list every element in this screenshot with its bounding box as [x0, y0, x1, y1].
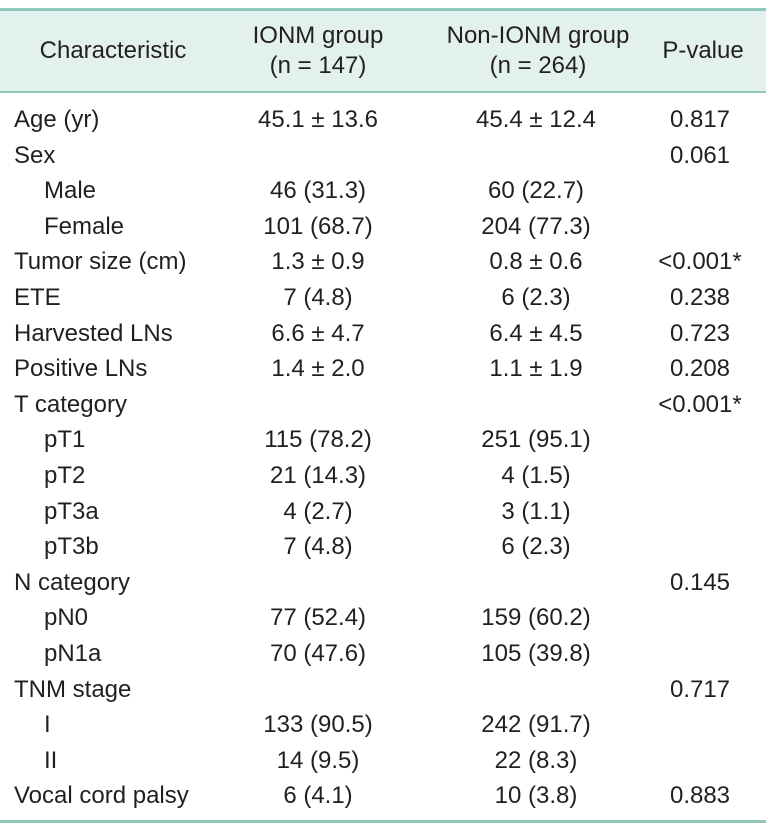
header-ionm-group	[228, 11, 408, 91]
table-row	[0, 529, 766, 565]
p-value: 0.883	[669, 782, 731, 810]
non-ionm-value: 0.8 ± 0.6	[489, 248, 583, 276]
table-row	[0, 280, 766, 316]
header-non-ionm-group	[426, 11, 650, 91]
header-non-ionm-n: (n = 264)	[489, 52, 587, 79]
ionm-value: 14 (9.5)	[276, 746, 360, 774]
row-label: pN1a	[44, 639, 102, 667]
header-characteristic	[0, 11, 226, 91]
table-row	[0, 494, 766, 530]
row-label: Female	[44, 212, 125, 240]
table-row	[0, 209, 766, 245]
header-ionm-n: (n = 147)	[269, 52, 367, 79]
ionm-value: 4 (2.7)	[283, 497, 353, 525]
row-label: Vocal cord palsy	[14, 782, 189, 810]
table-row	[0, 458, 766, 494]
p-value: 0.061	[669, 141, 731, 169]
row-label: pT1	[44, 426, 86, 454]
row-label: N category	[14, 568, 131, 596]
ionm-value: 77 (52.4)	[269, 604, 367, 632]
header-p-value	[640, 11, 766, 91]
non-ionm-value: 105 (39.8)	[481, 639, 591, 667]
non-ionm-value: 60 (22.7)	[487, 177, 585, 205]
row-label: Sex	[14, 141, 56, 169]
row-label: T category	[14, 390, 127, 418]
ionm-value: 46 (31.3)	[269, 177, 367, 205]
row-label: Age (yr)	[14, 106, 100, 133]
header-p-value-label: P-value	[662, 37, 744, 64]
row-label: II	[44, 746, 58, 774]
p-value: 0.208	[669, 355, 731, 383]
non-ionm-value: 4 (1.5)	[501, 461, 571, 489]
non-ionm-value: 10 (3.8)	[494, 782, 578, 810]
ionm-value: 1.4 ± 2.0	[271, 355, 365, 383]
table-row	[0, 316, 766, 352]
non-ionm-value: 22 (8.3)	[494, 746, 578, 774]
ionm-value: 115 (78.2)	[264, 426, 372, 454]
p-value: 0.817	[669, 106, 731, 133]
table-row	[0, 743, 766, 779]
table-row	[0, 422, 766, 458]
p-value: 0.723	[669, 319, 731, 347]
non-ionm-value: 204 (77.3)	[481, 212, 591, 240]
table-body	[0, 93, 766, 814]
table-row	[0, 600, 766, 636]
row-label: pT3b	[44, 533, 99, 561]
header-characteristic-label: Characteristic	[39, 37, 187, 64]
table-row	[0, 138, 766, 174]
table-row	[0, 173, 766, 209]
non-ionm-value: 6 (2.3)	[501, 533, 571, 561]
p-value: 0.717	[669, 675, 731, 703]
table-header	[0, 11, 766, 91]
row-label: I	[44, 711, 51, 739]
row-label: TNM stage	[14, 675, 132, 703]
table-row	[0, 351, 766, 387]
table-row	[0, 565, 766, 601]
row-label: Male	[44, 177, 97, 205]
p-value: <0.001*	[658, 248, 742, 276]
row-label: Harvested LNs	[14, 319, 173, 347]
non-ionm-value: 6.4 ± 4.5	[489, 319, 583, 347]
ionm-value: 133 (90.5)	[263, 711, 373, 739]
p-value: <0.001*	[658, 390, 742, 418]
ionm-value: 21 (14.3)	[269, 461, 367, 489]
non-ionm-value: 45.4 ± 12.4	[476, 106, 596, 133]
characteristics-table	[0, 8, 766, 823]
table-row	[0, 707, 766, 743]
table-row	[0, 672, 766, 708]
ionm-value: 7 (4.8)	[283, 283, 353, 311]
table-row	[0, 636, 766, 672]
p-value: 0.145	[669, 568, 731, 596]
ionm-value: 6 (4.1)	[283, 782, 353, 810]
non-ionm-value: 1.1 ± 1.9	[489, 355, 583, 383]
p-value: 0.238	[669, 283, 731, 311]
ionm-value: 70 (47.6)	[269, 639, 367, 667]
table-row	[0, 387, 766, 423]
row-label: pN0	[44, 604, 89, 632]
table-row	[0, 244, 766, 280]
ionm-value: 101 (68.7)	[263, 212, 373, 240]
header-ionm-label: IONM group	[252, 22, 384, 49]
non-ionm-value: 251 (95.1)	[481, 426, 591, 454]
ionm-value: 6.6 ± 4.7	[271, 319, 365, 347]
row-label: Positive LNs	[14, 355, 148, 383]
non-ionm-value: 159 (60.2)	[481, 604, 591, 632]
table-row	[0, 102, 766, 138]
non-ionm-value: 6 (2.3)	[501, 283, 571, 311]
row-label: pT3a	[44, 497, 99, 525]
table-bottom-rule	[0, 820, 766, 823]
table-row	[0, 778, 766, 814]
non-ionm-value: 3 (1.1)	[501, 497, 571, 525]
ionm-value: 45.1 ± 13.6	[258, 106, 378, 133]
row-label: Tumor size (cm)	[14, 248, 187, 276]
row-label: ETE	[14, 283, 61, 311]
ionm-value: 1.3 ± 0.9	[271, 248, 365, 276]
ionm-value: 7 (4.8)	[283, 533, 353, 561]
non-ionm-value: 242 (91.7)	[481, 711, 591, 739]
row-label: pT2	[44, 461, 86, 489]
header-non-ionm-label: Non-IONM group	[446, 22, 630, 49]
